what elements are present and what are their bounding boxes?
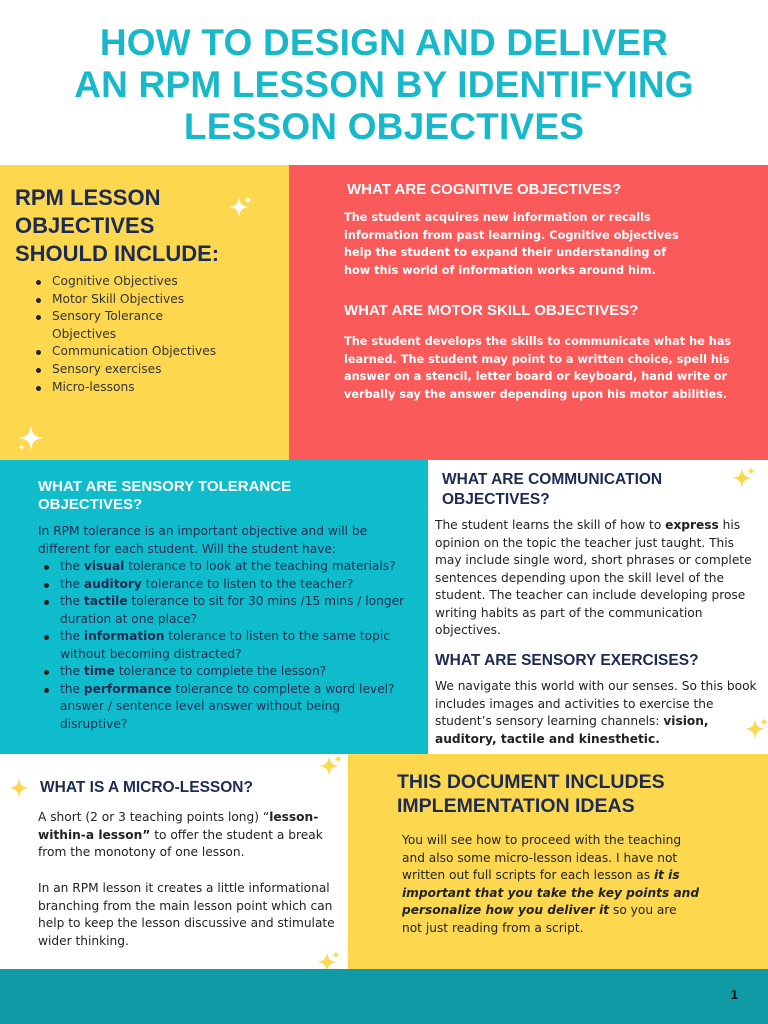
sensory-tolerance-heading bbox=[38, 478, 291, 514]
implementation-panel bbox=[348, 754, 768, 969]
include-list bbox=[30, 273, 220, 396]
exercises-heading: WHAT ARE SENSORY EXERCISES? bbox=[435, 652, 699, 669]
list-item: the auditory tolerance to listen to the teacher? bbox=[38, 576, 410, 594]
sensory-tolerance-list bbox=[38, 558, 410, 733]
list-item: Motor Skill Objectives bbox=[30, 291, 220, 309]
sparkle-icon bbox=[8, 776, 34, 802]
communication-body: The student learns the skill of how to express his opinion on the topic the teacher just taught. This may include single word, short phrases or complete sentences depending upon the skill level of the student. The teacher can include developing prose writing habits as part of the communication objectives. bbox=[435, 518, 752, 637]
implementation-heading bbox=[397, 770, 665, 818]
sensory-tolerance-panel bbox=[0, 460, 428, 754]
page-title-line-1: HOW TO DESIGN AND DELIVER bbox=[99, 22, 669, 63]
list-item: the information tolerance to listen to the same topic without becoming distracted? bbox=[38, 628, 410, 663]
list-item: Communication Objectives bbox=[30, 343, 220, 361]
sparkle-icon bbox=[16, 423, 46, 453]
implementation-body: You will see how to proceed with the teaching and also some micro-lesson ideas. I have not written out full scripts for each lesson as it is important that you take the key points and personalize how you deliver it so you are not just reading from a script. bbox=[402, 833, 700, 935]
micro-lesson-heading: WHAT IS A MICRO-LESSON? bbox=[40, 779, 253, 796]
micro-lesson-panel bbox=[0, 754, 348, 969]
list-item: the tactile tolerance to sit for 30 mins /15 mins / longer duration at one place? bbox=[38, 593, 410, 628]
page-title bbox=[0, 22, 768, 148]
footer-bar bbox=[0, 969, 768, 1024]
sparkle-icon bbox=[318, 754, 344, 780]
communication-heading-line-2: OBJECTIVES? bbox=[442, 491, 550, 508]
list-item: Sensory exercises bbox=[30, 361, 220, 379]
sensory-tolerance-heading-line-1: WHAT ARE SENSORY TOLERANCE bbox=[38, 478, 292, 495]
sparkle-icon bbox=[731, 466, 757, 492]
list-item: Sensory Tolerance Objectives bbox=[30, 308, 220, 343]
cognitive-motor-panel bbox=[289, 165, 768, 460]
page-title-line-2: AN RPM LESSON BY IDENTIFYING bbox=[74, 64, 694, 105]
communication-panel bbox=[428, 460, 768, 754]
motor-heading: WHAT ARE MOTOR SKILL OBJECTIVES? bbox=[344, 302, 639, 319]
cognitive-body: The student acquires new information or recalls information from past learning. Cognitive objectives help the student to expand their understanding of how this world of information works around him. bbox=[344, 211, 679, 277]
sparkle-icon bbox=[744, 717, 768, 743]
sparkle-icon bbox=[316, 950, 342, 969]
list-item: the visual tolerance to look at the teaching materials? bbox=[38, 558, 410, 576]
sparkle-icon bbox=[228, 195, 254, 221]
include-panel bbox=[0, 165, 289, 460]
sensory-tolerance-intro: In RPM tolerance is an important objective and will be different for each student. Will the student have: bbox=[38, 524, 368, 556]
include-heading-line-3: SHOULD INCLUDE: bbox=[15, 241, 220, 266]
page-title-line-3: LESSON OBJECTIVES bbox=[183, 106, 585, 147]
exercises-body: We navigate this world with our senses. So this book includes images and activities to exercise the student’s sensory learning channels: vision, auditory, tactile and kinesthetic. bbox=[435, 679, 757, 746]
communication-heading bbox=[442, 470, 662, 510]
sensory-tolerance-heading-line-2: OBJECTIVES? bbox=[38, 496, 143, 513]
micro-lesson-paragraph-2: In an RPM lesson it creates a little informational branching from the main lesson point which can help to keep the lesson discussive and stimulate wider thinking. bbox=[38, 881, 335, 948]
list-item: Cognitive Objectives bbox=[30, 273, 220, 291]
communication-heading-line-1: WHAT ARE COMMUNICATION bbox=[442, 471, 663, 488]
implementation-heading-line-1: THIS DOCUMENT INCLUDES bbox=[397, 771, 665, 793]
page-number: 1 bbox=[730, 987, 738, 1002]
micro-lesson-paragraph-1: A short (2 or 3 teaching points long) “lesson-within-a lesson” to offer the student a break from the monotony of one lesson. bbox=[38, 810, 323, 859]
cognitive-heading: WHAT ARE COGNITIVE OBJECTIVES? bbox=[347, 181, 622, 198]
include-heading-line-1: RPM LESSON bbox=[15, 185, 161, 210]
list-item: Micro-lessons bbox=[30, 379, 220, 397]
list-item: the time tolerance to complete the lesson? bbox=[38, 663, 410, 681]
motor-body: The student develops the skills to communicate what he has learned. The student may point to a written choice, spell his answer on a stencil, letter board or keyboard, hand write or verbally say the answer depending upon his motor abilities. bbox=[344, 335, 732, 401]
list-item: the performance tolerance to complete a word level? answer / sentence level answer without being disruptive? bbox=[38, 681, 410, 734]
include-heading bbox=[15, 184, 219, 268]
implementation-heading-line-2: IMPLEMENTATION IDEAS bbox=[397, 795, 635, 817]
include-heading-line-2: OBJECTIVES bbox=[15, 213, 155, 238]
